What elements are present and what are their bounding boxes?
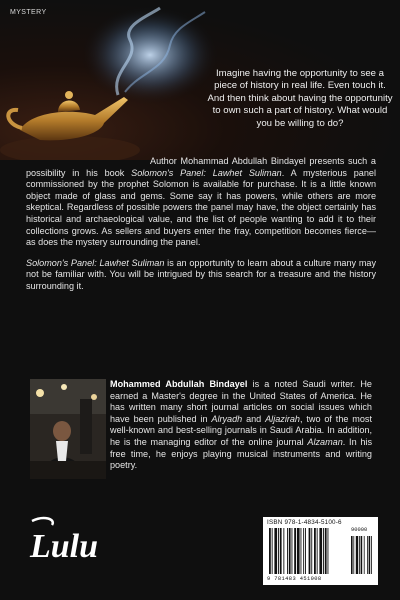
barcode-addon-bar — [353, 536, 354, 574]
barcode-bar — [289, 528, 291, 574]
genre-label: MYSTERY — [10, 9, 47, 16]
bio-text: . In his free time, he enjoys playing musical instruments and writing poetry. — [110, 436, 372, 471]
publisher-logo — [26, 515, 106, 565]
barcode-bar — [303, 528, 304, 574]
intro-paragraph: Imagine having the opportunity to see a piece of history in real life. Even touch it. And then think about having the opportunity to own such a part of history. What would you be willing to do? — [207, 68, 393, 129]
book-title: Solomon's Panel: Lawhet Suliman — [26, 257, 165, 268]
author-photo — [30, 379, 106, 479]
barcode-bar — [314, 528, 316, 574]
bio-text: , two of the most well-known and best-selling journals in Saudi Arabia. In addition, he is the managing editor of the online journal — [110, 413, 373, 447]
book-title: Solomon's Panel: Lawhet Suliman — [131, 167, 282, 178]
description-paragraph-1 — [26, 156, 376, 249]
bio-text: is a noted Saudi writer. He earned a Master's degree in the United States of America. He has written many short journal articles on social issues which have been published in — [110, 379, 372, 424]
barcode-bar — [292, 528, 293, 574]
barcode-addon-bar — [356, 536, 358, 574]
desc-text: . A mysterious panel commissioned by the prophet Solomon is available for purchase. It is a little known object made of glass and gems. Some say it has powers, while others are more skeptical. Regardless of possible powers the panel may have, the object certainly has historical and archaeological value, and the list of people wanting to add it to their collections grows. As sellers and buyers enter the fray, competition becomes fierce—as does the mystery surrounding the panel. — [26, 167, 376, 248]
barcode-bar — [325, 528, 327, 574]
journal-name: Aljazirah — [265, 413, 300, 424]
barcode-bars — [263, 517, 378, 585]
book-description — [26, 156, 376, 302]
barcode-bar — [305, 528, 306, 574]
journal-name: Alryadh — [211, 413, 243, 424]
barcode-bar — [283, 528, 284, 574]
barcode-bar — [297, 528, 300, 574]
barcode-number: 9 781483 451008 — [267, 576, 322, 582]
author-photo-svg — [30, 379, 106, 479]
barcode-bar — [280, 528, 282, 574]
logo-wordmark: Lulu — [30, 528, 99, 565]
barcode-bar — [323, 528, 324, 574]
description-paragraph-2 — [26, 258, 376, 293]
barcode-bar — [317, 528, 318, 574]
barcode-addon-bar — [369, 536, 371, 574]
barcode-bar — [278, 528, 279, 574]
barcode-bar — [311, 528, 312, 574]
barcode-bar — [301, 528, 302, 574]
barcode-bar — [274, 528, 277, 574]
barcode-bar — [319, 528, 322, 574]
barcode-addon-bar — [367, 536, 368, 574]
barcode-bar — [328, 528, 329, 574]
barcode-bar — [272, 528, 273, 574]
journal-name: Alzaman — [307, 436, 343, 447]
bio-text: and — [242, 413, 266, 424]
lulu-logo-svg — [26, 515, 106, 565]
barcode-addon-bar — [359, 536, 360, 574]
desc-text: is an opportunity to learn about a culture many may not be familiar with. You will be intrigued by this search for a treasure and the history surrounding it. — [26, 257, 377, 291]
isbn-text: ISBN 978-1-4834-5100-6 — [267, 519, 342, 526]
author-bio — [110, 379, 372, 472]
barcode-bar — [294, 528, 296, 574]
barcode-addon-bar — [361, 536, 363, 574]
isbn-barcode — [263, 517, 378, 585]
barcode-addon-bar — [351, 536, 353, 574]
barcode-bar — [287, 528, 288, 574]
price-addon-number: 90000 — [351, 527, 368, 533]
barcode-bar — [269, 528, 271, 574]
barcode-bar — [309, 528, 311, 574]
desc-text: Author Mohammad Abdullah Bindayel presents such a possibility in his book — [26, 156, 376, 178]
barcode-addon-bar — [371, 536, 372, 574]
author-name: Mohammed Abdullah Bindayel — [110, 379, 248, 389]
barcode-addon-bar — [364, 536, 365, 574]
